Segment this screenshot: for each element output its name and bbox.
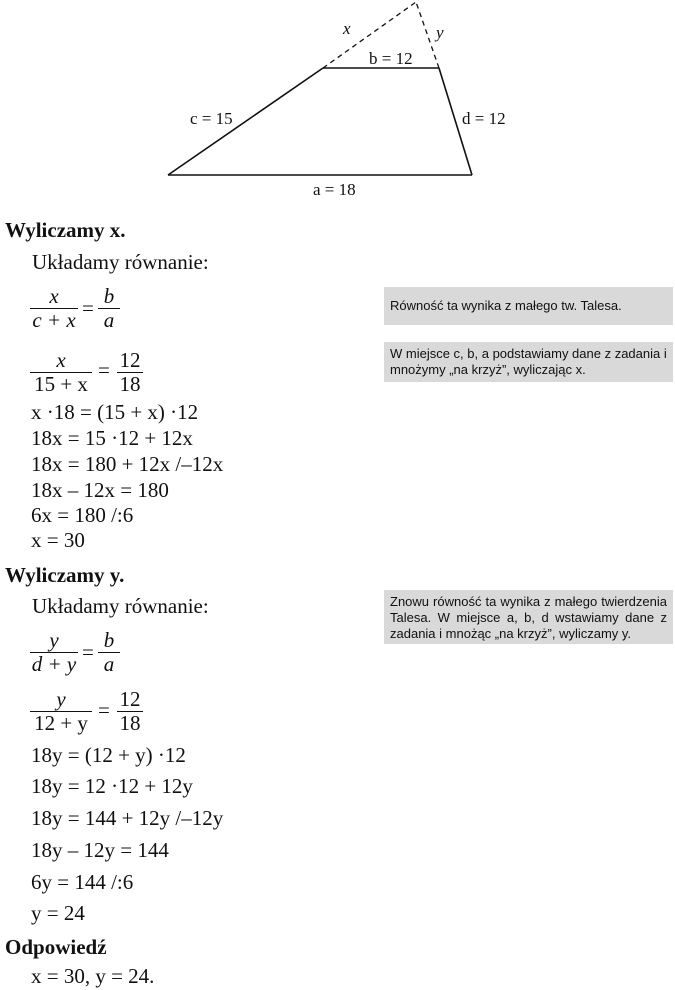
step-y-4: 18y – 12y = 144 [31,838,169,862]
fraction-b-over-a: b a [98,628,120,678]
step-x-6: x = 30 [31,528,85,552]
equals-sign: = [98,358,110,382]
trapezoid-diagram [0,0,675,200]
fraction-y-over-d-plus-y: y d + y [31,628,77,676]
answer-heading: Odpowiedź [5,935,107,959]
fraction-12-over-18: 12 18 [117,348,143,398]
label-a: a = 18 [313,180,356,199]
fraction-b-over-a: b a [98,284,120,334]
step-y-3: 18y = 144 + 12y /–12y [31,806,224,830]
intro-y: Układamy równanie: [32,594,209,618]
equals-sign: = [82,640,94,664]
label-b: b = 12 [369,49,413,68]
intro-x: Układamy równanie: [32,250,209,274]
note-thales-y: Znowu równość ta wynika z małego twierdzenia Talesa. W miejsce a, b, d wstawiamy dane z zadania i mnożąc „na krzyż”, wyliczamy y. [384,590,673,644]
answer-text: x = 30, y = 24. [31,964,155,988]
step-x-3: 18x = 180 + 12x /–12x [31,452,224,476]
label-c: c = 15 [190,109,233,128]
fraction-12-over-18: 12 18 [117,687,143,737]
label-y: y [436,23,444,42]
note-thales: Równość ta wynika z małego tw. Talesa. [384,287,673,325]
step-y-2: 18y = 12 ·12 + 12y [31,774,193,798]
equals-sign: = [82,296,94,320]
heading-y: Wyliczamy y. [5,563,125,587]
step-y-6: y = 24 [31,901,85,925]
step-y-1: 18y = (12 + y) ·12 [31,743,186,767]
label-d: d = 12 [462,109,506,128]
heading-x: Wyliczamy x. [5,218,126,242]
step-x-4: 18x – 12x = 180 [31,478,169,502]
fraction-x-over-c-plus-x: x c + x [30,284,78,334]
equals-sign: = [98,698,110,722]
note-substitution-x: W miejsce c, b, a podstawiamy dane z zadania i mnożymy „na krzyż”, wyliczając x. [384,342,673,382]
label-x: x [343,19,351,38]
step-x-1: x ·18 = (15 + x) ·12 [31,400,199,424]
fraction-x-over-15-plus-x: x 15 + x [30,348,92,398]
step-x-5: 6x = 180 /:6 [31,503,134,527]
step-x-2: 18x = 15 ·12 + 12x [31,426,193,450]
fraction-y-over-12-plus-y: y 12 + y [30,687,92,737]
step-y-5: 6y = 144 /:6 [31,870,134,894]
